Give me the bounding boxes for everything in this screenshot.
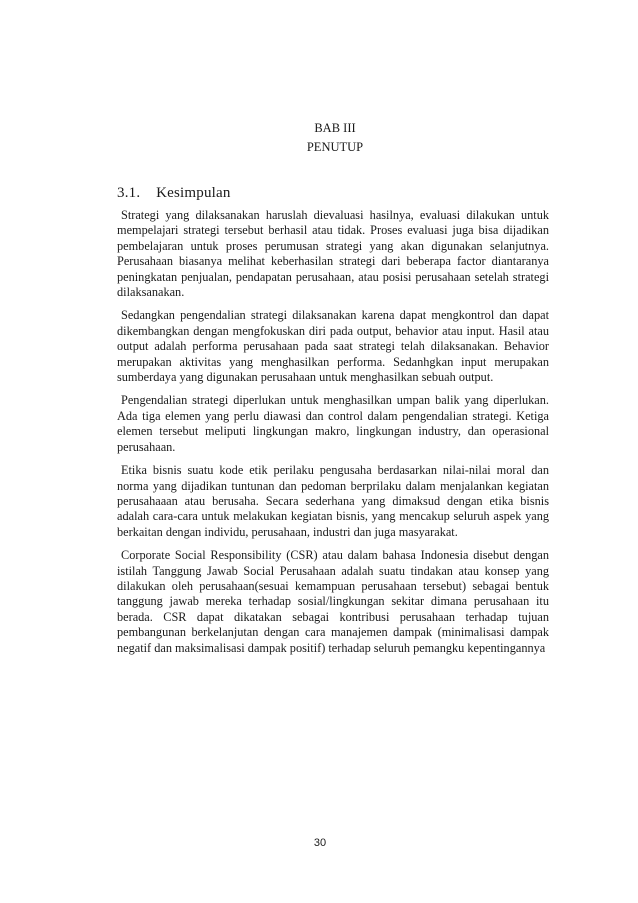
chapter-number: BAB III [314,121,356,135]
paragraph-pengendalian-strategi: Sedangkan pengendalian strategi dilaksanakan karena dapat mengkontrol dan dapat dikembangkan dengan mengfokuskan diri pada output, behavior atau input. Hasil atau output adalah performa perusahaan pada saat strategi telah dilaksanakan. Behavior merupakan aktivitas yang menghasilkan performa. Sedanhgkan input merupakan sumberdaya yang digunakan perusahaan untuk menghasilkan sebuah output. [117,308,549,385]
paragraph-umpan-balik: Pengendalian strategi diperlukan untuk menghasilkan umpan balik yang diperlukan. Ada tiga elemen yang perlu diawasi dan control dalam pengendalian strategi. Ketiga elemen tersebut meliputi lingkungan makro, lingkungan industry, dan operasional perusahaan. [117,393,549,454]
paragraph-evaluasi-strategi: Strategi yang dilaksanakan haruslah dievaluasi hasilnya, evaluasi dilakukan untuk mempelajari strategi tersebut berhasil atau tidak. Proses evaluasi juga bisa dijadikan pembelajaran untuk proses perumusan strategi yang akan digunakan selanjutnya. Perusahaan biasanya melihat keberhasilan strategi dari beberapa factor diantaranya peningkatan penjualan, pendapatan perusahaan, atau posisi perusahaan setelah strategi dilaksanakan. [117,208,549,300]
paragraph-csr: Corporate Social Responsibility (CSR) atau dalam bahasa Indonesia disebut dengan istilah Tanggung Jawab Social Perusahaan adalah suatu tindakan atau konsep yang dilakukan oleh perusahaan(sesuai kemampuan perusahaan tersebut) sebagai bentuk tanggung jawab mereka terhadap sosial/lingkungan sekitar dimana perusahaan itu berada. CSR dapat dikatakan sebagai kontribusi perusahaan terhadap tujuan pembangunan berkelanjutan dengan cara manajemen dampak (minimalisasi dampak negatif dan maksimalisasi dampak positif) terhadap seluruh pemangku kepentingannya [117,548,549,655]
page-number: 30 [313,837,327,849]
paragraph-etika-bisnis: Etika bisnis suatu kode etik perilaku pengusaha berdasarkan nilai-nilai moral dan norma yang dijadikan tuntunan dan pedoman berprilaku dalam menjalankan kegiatan perusahaaan atau berusaha. Secara sederhana yang dimaksud dengan etika bisnis adalah cara-cara untuk melakukan kegiatan bisnis, yang mencakup seluruh aspek yang berkaitan dengan individu, perusahaan, industri dan juga masyarakat. [117,463,549,539]
chapter-title: PENUTUP [306,140,364,154]
section-heading: 3.1. Kesimpulan [117,185,231,201]
body-text [117,208,549,664]
